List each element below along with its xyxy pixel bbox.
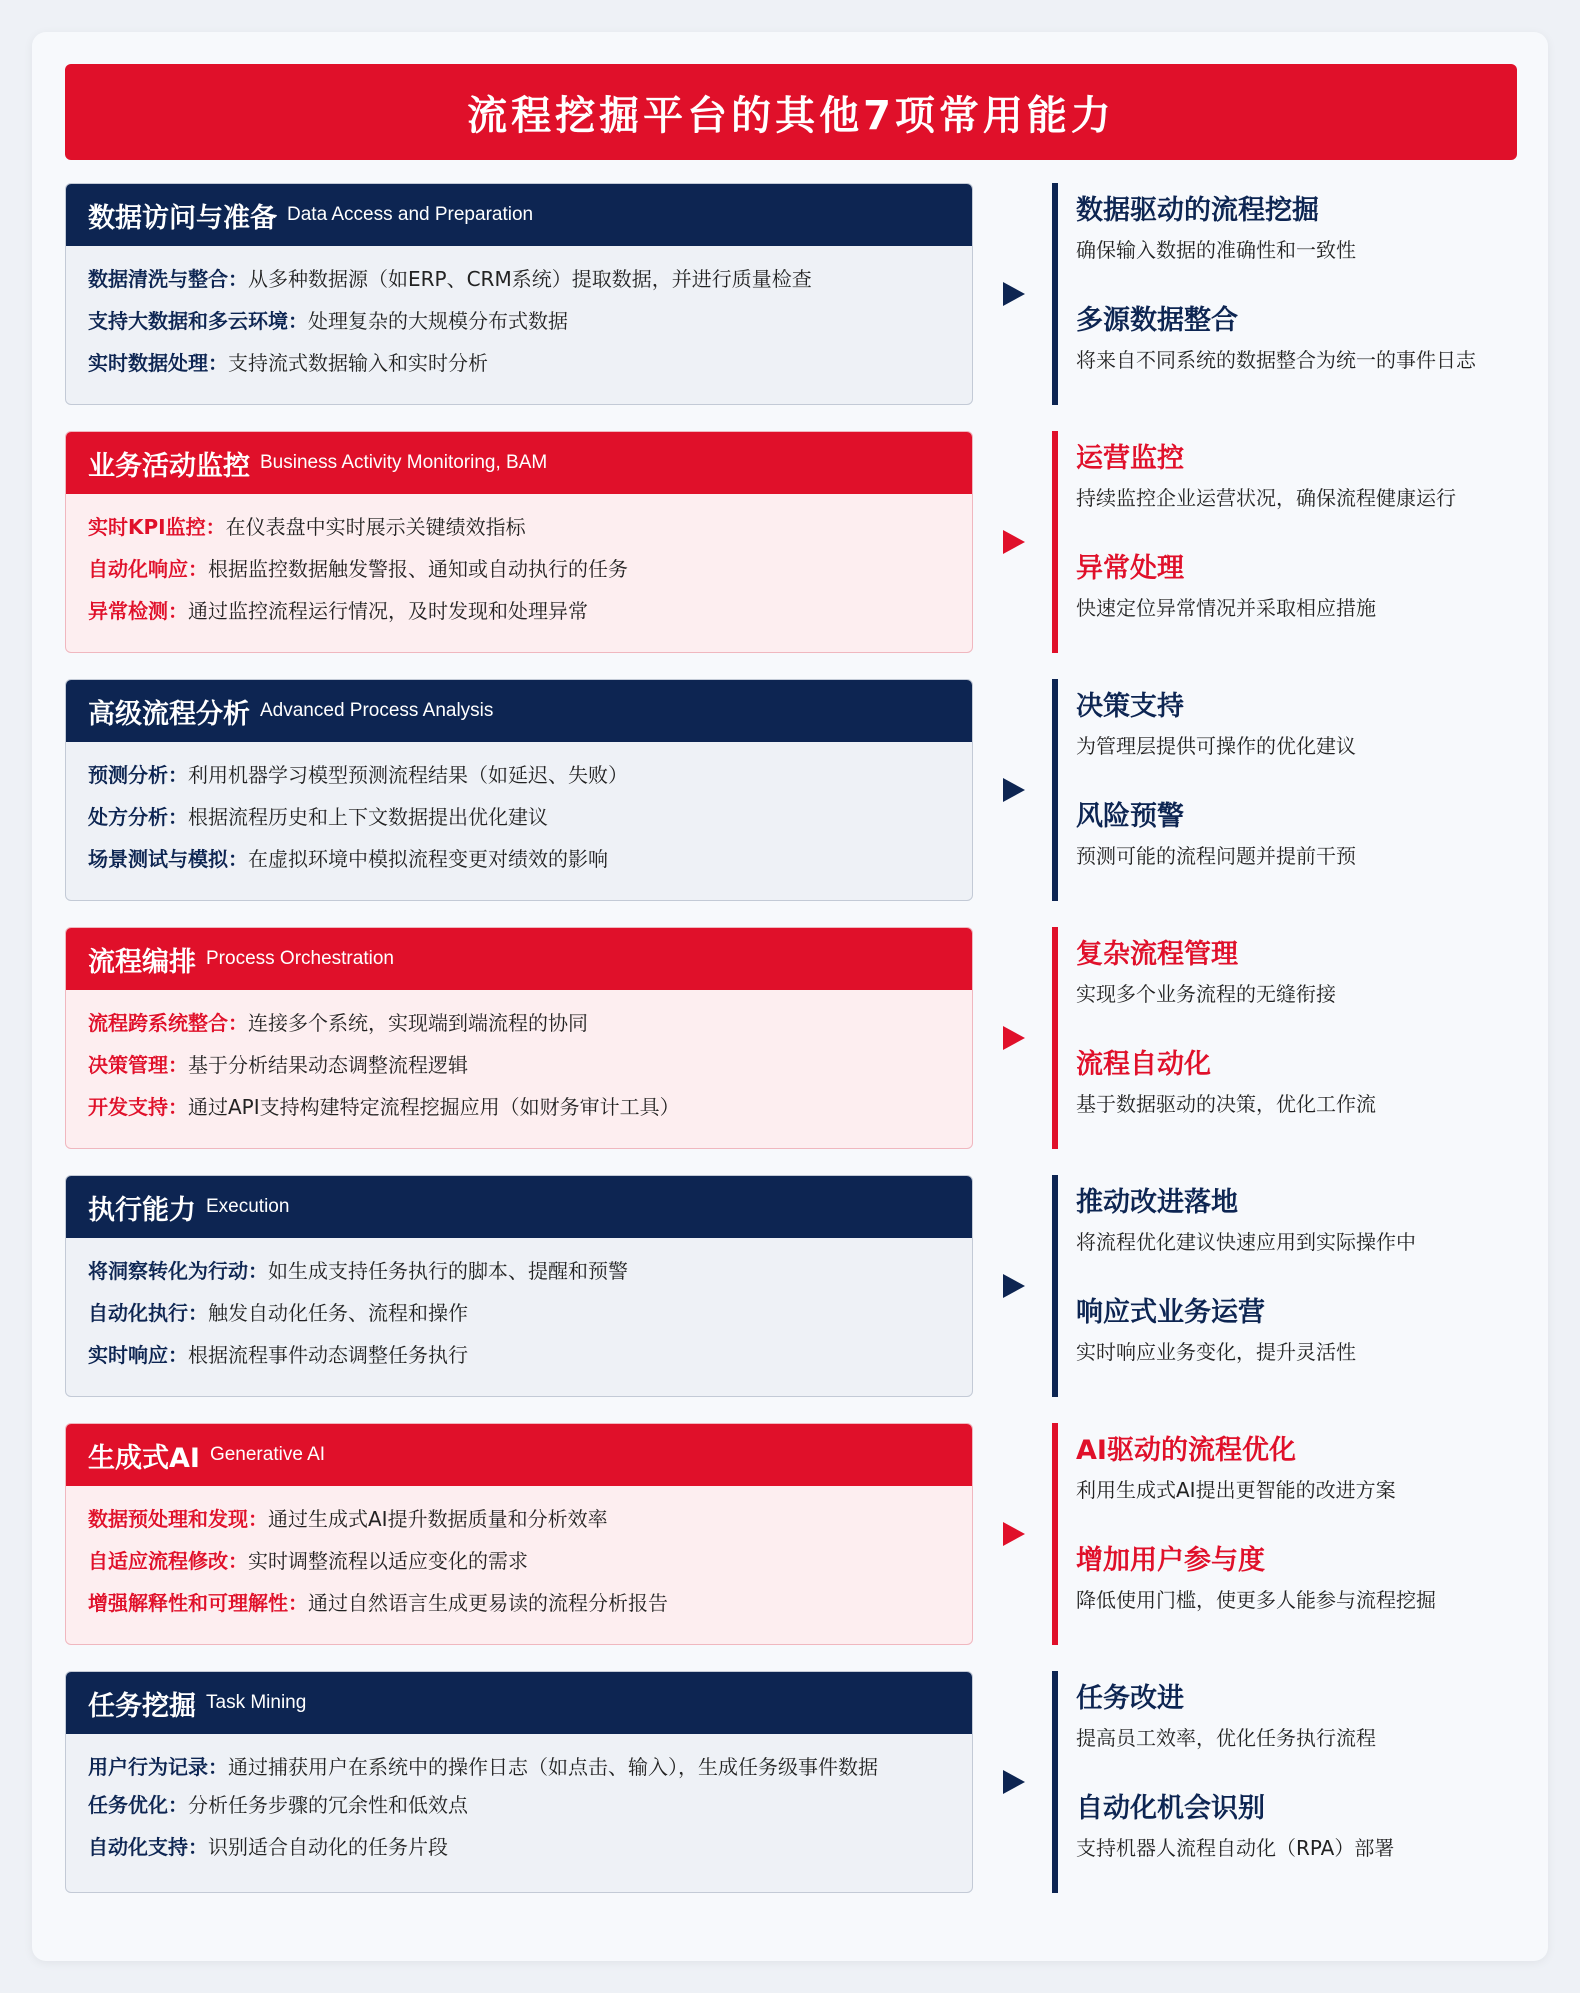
feature-key: 自动化响应：: [88, 557, 208, 581]
feature-text: 如生成支持任务执行的脚本、提醒和预警: [268, 1259, 628, 1283]
section-title-en: Task Mining: [206, 1692, 307, 1713]
feature-item: [88, 1588, 950, 1618]
section-title-zh: 业务活动监控: [88, 450, 250, 482]
section-title-en: Advanced Process Analysis: [260, 700, 494, 721]
feature-item: [88, 554, 950, 584]
feature-item: [88, 512, 950, 542]
feature-item: [88, 1340, 950, 1370]
benefit-desc: 支持机器人流程自动化（RPA）部署: [1076, 1836, 1395, 1860]
feature-text: 根据流程事件动态调整任务执行: [188, 1343, 468, 1367]
section-items: [66, 1486, 972, 1618]
section-items: [66, 990, 972, 1122]
section-items: [66, 494, 972, 626]
section-items: [66, 1238, 972, 1370]
benefit-desc: 持续监控企业运营状况，确保流程健康运行: [1076, 486, 1456, 510]
feature-item: [88, 1752, 950, 1782]
feature-item: [88, 1092, 950, 1122]
benefit-bar: [1052, 183, 1058, 405]
benefit-block: [1076, 441, 1536, 513]
feature-text: 在虚拟环境中模拟流程变更对绩效的影响: [248, 847, 608, 871]
benefit-bar: [1052, 1671, 1058, 1893]
benefit-desc: 将流程优化建议快速应用到实际操作中: [1076, 1230, 1416, 1254]
feature-key: 实时响应：: [88, 1343, 188, 1367]
benefit-block: [1076, 1047, 1536, 1119]
feature-key: 自动化支持：: [88, 1835, 208, 1859]
benefit-desc: 基于数据驱动的决策，优化工作流: [1076, 1092, 1376, 1116]
feature-text: 在仪表盘中实时展示关键绩效指标: [225, 515, 526, 539]
benefit-block: [1076, 799, 1536, 871]
feature-text: 根据监控数据触发警报、通知或自动执行的任务: [208, 557, 628, 581]
benefit-desc: 提高员工效率，优化任务执行流程: [1076, 1726, 1376, 1750]
arrow-right-icon: [1003, 1770, 1025, 1794]
feature-item: [88, 1504, 950, 1534]
feature-text: 识别适合自动化的任务片段: [208, 1835, 448, 1859]
benefit-desc: 降低使用门槛，使更多人能参与流程挖掘: [1076, 1588, 1436, 1612]
benefit-desc: 快速定位异常情况并采取相应措施: [1076, 596, 1376, 620]
section-header: [66, 1424, 972, 1486]
feature-key: 用户行为记录：: [88, 1755, 228, 1779]
benefit-desc: 利用生成式AI提出更智能的改进方案: [1076, 1478, 1396, 1502]
benefit-title: 复杂流程管理: [1076, 939, 1238, 970]
section-title-zh: 流程编排: [88, 946, 196, 978]
section-title-en: Generative AI: [209, 1444, 326, 1465]
benefit-bar: [1052, 679, 1058, 901]
benefit-desc: 实时响应业务变化，提升灵活性: [1076, 1340, 1356, 1364]
arrow-right-icon: [1003, 282, 1025, 306]
section-header: [66, 680, 972, 742]
feature-item: [88, 1050, 950, 1080]
feature-item: [88, 844, 950, 874]
section-title-zh: 高级流程分析: [88, 698, 250, 730]
section-title-zh: 生成式AI: [88, 1442, 200, 1474]
feature-item: [88, 1008, 950, 1038]
capability-section: [65, 1671, 973, 1893]
benefit-block: [1076, 551, 1536, 623]
benefit-desc: 将来自不同系统的数据整合为统一的事件日志: [1076, 348, 1476, 372]
feature-text: 连接多个系统，实现端到端流程的协同: [248, 1011, 588, 1035]
section-title-en: Business Activity Monitoring, BAM: [260, 452, 548, 473]
feature-key: 自动化执行：: [88, 1301, 208, 1325]
benefit-title: 推动改进落地: [1076, 1187, 1238, 1218]
section-header: [66, 432, 972, 494]
benefit-block: [1076, 689, 1536, 761]
feature-text: 通过自然语言生成更易读的流程分析报告: [308, 1591, 668, 1615]
feature-key: 实时KPI监控：: [88, 515, 226, 539]
section-header: [66, 184, 972, 246]
feature-text: 从多种数据源（如ERP、CRM系统）提取数据，并进行质量检查: [248, 267, 812, 291]
benefit-bar: [1052, 1175, 1058, 1397]
benefit-block: [1076, 193, 1536, 265]
feature-key: 自适应流程修改：: [88, 1549, 248, 1573]
section-title-zh: 任务挖掘: [88, 1690, 196, 1722]
feature-key: 任务优化：: [88, 1793, 188, 1817]
section-title-en: Process Orchestration: [206, 948, 394, 969]
feature-text: 通过监控流程运行情况，及时发现和处理异常: [188, 599, 588, 623]
capability-section: [65, 679, 973, 901]
feature-key: 增强解释性和可理解性：: [88, 1591, 308, 1615]
feature-key: 数据清洗与整合：: [88, 267, 248, 291]
benefit-desc: 预测可能的流程问题并提前干预: [1076, 844, 1356, 868]
arrow-right-icon: [1003, 1522, 1025, 1546]
feature-text: 实时调整流程以适应变化的需求: [248, 1549, 528, 1573]
benefit-title: 自动化机会识别: [1076, 1793, 1265, 1824]
arrow-right-icon: [1003, 1274, 1025, 1298]
benefit-bar: [1052, 1423, 1058, 1645]
feature-text: 基于分析结果动态调整流程逻辑: [188, 1053, 468, 1077]
benefit-bar: [1052, 431, 1058, 653]
arrow-right-icon: [1003, 530, 1025, 554]
feature-key: 场景测试与模拟：: [88, 847, 248, 871]
benefit-block: [1076, 1791, 1536, 1863]
feature-text: 利用机器学习模型预测流程结果（如延迟、失败）: [188, 763, 628, 787]
benefit-title: 决策支持: [1076, 691, 1184, 722]
feature-key: 数据预处理和发现：: [88, 1507, 268, 1531]
feature-item: [88, 760, 950, 790]
feature-item: [88, 802, 950, 832]
feature-item: [88, 348, 950, 378]
feature-key: 处方分析：: [88, 805, 188, 829]
benefit-title: 增加用户参与度: [1076, 1545, 1265, 1576]
feature-text: 通过API支持构建特定流程挖掘应用（如财务审计工具）: [188, 1095, 680, 1119]
feature-text: 处理复杂的大规模分布式数据: [308, 309, 568, 333]
benefit-desc: 确保输入数据的准确性和一致性: [1076, 238, 1356, 262]
feature-text: 通过捕获用户在系统中的操作日志（如点击、输入），生成任务级事件数据: [228, 1755, 878, 1779]
arrow-right-icon: [1003, 1026, 1025, 1050]
feature-key: 异常检测：: [88, 599, 188, 623]
feature-item: [88, 1256, 950, 1286]
section-items: [66, 742, 972, 874]
page-title: 流程挖掘平台的其他7项常用能力: [65, 64, 1517, 160]
feature-item: [88, 1790, 950, 1820]
arrow-right-icon: [1003, 778, 1025, 802]
feature-key: 支持大数据和多云环境：: [88, 309, 308, 333]
feature-text: 根据流程历史和上下文数据提出优化建议: [188, 805, 548, 829]
benefit-title: 多源数据整合: [1076, 305, 1238, 336]
feature-key: 实时数据处理：: [88, 351, 228, 375]
section-header: [66, 928, 972, 990]
benefit-title: 数据驱动的流程挖掘: [1076, 195, 1319, 226]
capability-section: [65, 431, 973, 653]
benefit-title: 风险预警: [1076, 801, 1184, 832]
benefit-title: 异常处理: [1076, 553, 1184, 584]
section-items: [66, 1734, 972, 1862]
capability-section: [65, 183, 973, 405]
feature-key: 开发支持：: [88, 1095, 188, 1119]
capability-section: [65, 1175, 973, 1397]
benefit-block: [1076, 303, 1536, 375]
benefit-title: 运营监控: [1076, 443, 1184, 474]
benefit-block: [1076, 1681, 1536, 1753]
benefit-bar: [1052, 927, 1058, 1149]
feature-key: 流程跨系统整合：: [88, 1011, 248, 1035]
feature-text: 通过生成式AI提升数据质量和分析效率: [268, 1507, 608, 1531]
feature-key: 决策管理：: [88, 1053, 188, 1077]
section-title-en: Data Access and Preparation: [287, 204, 534, 225]
feature-text: 分析任务步骤的冗余性和低效点: [188, 1793, 468, 1817]
benefit-title: 流程自动化: [1076, 1049, 1211, 1080]
benefit-block: [1076, 1433, 1536, 1505]
feature-item: [88, 596, 950, 626]
benefit-title: AI驱动的流程优化: [1076, 1435, 1296, 1466]
benefit-desc: 实现多个业务流程的无缝衔接: [1076, 982, 1336, 1006]
feature-text: 触发自动化任务、流程和操作: [208, 1301, 468, 1325]
feature-key: 预测分析：: [88, 763, 188, 787]
feature-item: [88, 264, 950, 294]
feature-text: 支持流式数据输入和实时分析: [228, 351, 488, 375]
benefit-title: 响应式业务运营: [1076, 1297, 1265, 1328]
feature-item: [88, 1832, 950, 1862]
benefit-desc: 为管理层提供可操作的优化建议: [1076, 734, 1356, 758]
benefit-block: [1076, 1295, 1536, 1367]
capability-section: [65, 1423, 973, 1645]
section-items: [66, 246, 972, 378]
feature-item: [88, 1546, 950, 1576]
feature-key: 将洞察转化为行动：: [88, 1259, 268, 1283]
capability-section: [65, 927, 973, 1149]
section-title-en: Execution: [206, 1196, 290, 1217]
feature-item: [88, 306, 950, 336]
section-title-zh: 执行能力: [88, 1194, 196, 1226]
section-header: [66, 1672, 972, 1734]
section-header: [66, 1176, 972, 1238]
benefit-block: [1076, 937, 1536, 1009]
benefit-title: 任务改进: [1076, 1683, 1184, 1714]
section-title-zh: 数据访问与准备: [88, 202, 277, 234]
benefit-block: [1076, 1185, 1536, 1257]
benefit-block: [1076, 1543, 1536, 1615]
feature-item: [88, 1298, 950, 1328]
